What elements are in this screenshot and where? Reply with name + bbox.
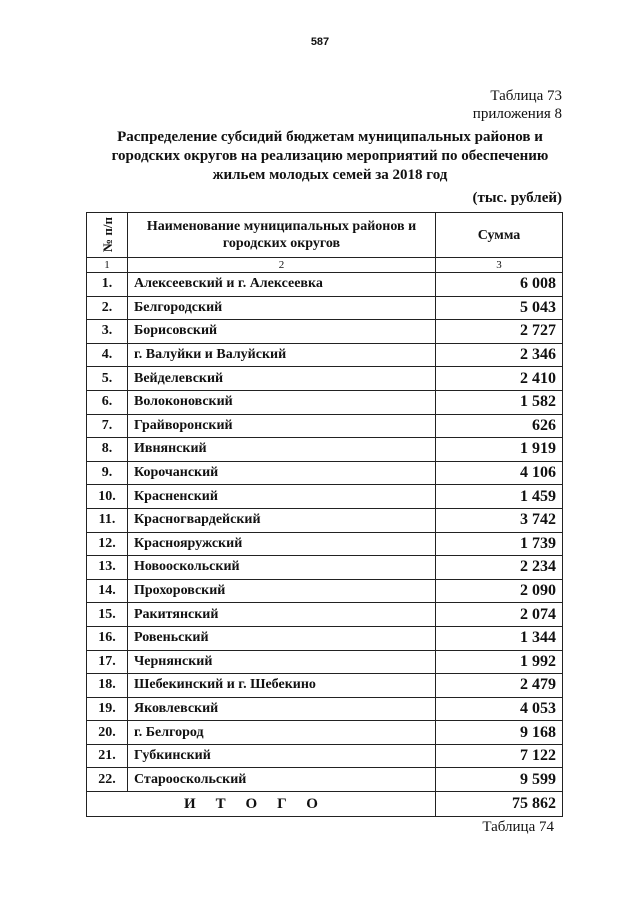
- table-row: [87, 697, 563, 721]
- table-row: [87, 296, 563, 320]
- row-name: Красногвардейский: [128, 508, 436, 532]
- row-num: 4.: [87, 343, 128, 367]
- row-name: Яковлевский: [128, 697, 436, 721]
- row-num: 22.: [87, 768, 128, 792]
- table-row: [87, 768, 563, 792]
- row-sum: 1 992: [436, 650, 563, 674]
- table-row: [87, 508, 563, 532]
- table-row: [87, 674, 563, 698]
- row-sum: 4 053: [436, 697, 563, 721]
- row-num: 16.: [87, 626, 128, 650]
- row-num: 2.: [87, 296, 128, 320]
- row-name: Красненский: [128, 485, 436, 509]
- table-row: [87, 721, 563, 745]
- row-sum: 1 582: [436, 390, 563, 414]
- header-num: № п/п: [87, 213, 128, 258]
- header-sum: Сумма: [436, 213, 563, 258]
- row-sum: 2 479: [436, 674, 563, 698]
- subsidy-table: [86, 212, 563, 817]
- page-number: 587: [310, 36, 330, 48]
- header-name: Наименование муниципальных районов и городских округов: [128, 213, 436, 258]
- table-row: [87, 320, 563, 344]
- row-name: Краснояружский: [128, 532, 436, 556]
- table-row: [87, 556, 563, 580]
- row-sum: 9 599: [436, 768, 563, 792]
- total-sum: 75 862: [436, 792, 563, 817]
- row-num: 14.: [87, 579, 128, 603]
- row-sum: 2 727: [436, 320, 563, 344]
- row-num: 9.: [87, 461, 128, 485]
- row-name: Белгородский: [128, 296, 436, 320]
- row-num: 7.: [87, 414, 128, 438]
- row-sum: 626: [436, 414, 563, 438]
- table-header-row: [87, 213, 563, 258]
- row-name: Волоконовский: [128, 390, 436, 414]
- table-row: [87, 532, 563, 556]
- row-num: 19.: [87, 697, 128, 721]
- table-row: [87, 650, 563, 674]
- row-num: 13.: [87, 556, 128, 580]
- row-num: 1.: [87, 273, 128, 297]
- row-sum: 1 459: [436, 485, 563, 509]
- units-label: (тыс. рублей): [472, 190, 562, 206]
- table-row: [87, 273, 563, 297]
- row-name: Ивнянский: [128, 438, 436, 462]
- column-number: 3: [436, 258, 563, 273]
- row-sum: 9 168: [436, 721, 563, 745]
- row-num: 17.: [87, 650, 128, 674]
- row-sum: 2 090: [436, 579, 563, 603]
- table-row: [87, 485, 563, 509]
- column-number: 2: [128, 258, 436, 273]
- row-name: Корочанский: [128, 461, 436, 485]
- row-name: Губкинский: [128, 744, 436, 768]
- row-num: 8.: [87, 438, 128, 462]
- table-row: [87, 603, 563, 627]
- total-label: ИТОГО: [87, 792, 436, 817]
- row-num: 21.: [87, 744, 128, 768]
- total-row: [87, 792, 563, 817]
- row-sum: 1 919: [436, 438, 563, 462]
- row-name: г. Белгород: [128, 721, 436, 745]
- row-sum: 1 344: [436, 626, 563, 650]
- row-name: Чернянский: [128, 650, 436, 674]
- row-sum: 5 043: [436, 296, 563, 320]
- table-row: [87, 744, 563, 768]
- row-sum: 2 346: [436, 343, 563, 367]
- row-name: г. Валуйки и Валуйский: [128, 343, 436, 367]
- row-name: Борисовский: [128, 320, 436, 344]
- row-sum: 1 739: [436, 532, 563, 556]
- table-row: [87, 626, 563, 650]
- table-row: [87, 461, 563, 485]
- row-name: Прохоровский: [128, 579, 436, 603]
- row-sum: 3 742: [436, 508, 563, 532]
- row-num: 10.: [87, 485, 128, 509]
- row-name: Шебекинский и г. Шебекино: [128, 674, 436, 698]
- row-sum: 4 106: [436, 461, 563, 485]
- row-name: Алексеевский и г. Алексеевка: [128, 273, 436, 297]
- row-num: 18.: [87, 674, 128, 698]
- column-number-row: [87, 258, 563, 273]
- row-sum: 7 122: [436, 744, 563, 768]
- row-sum: 2 074: [436, 603, 563, 627]
- row-num: 20.: [87, 721, 128, 745]
- row-name: Новооскольский: [128, 556, 436, 580]
- appendix-label: приложения 8: [472, 106, 562, 122]
- row-num: 6.: [87, 390, 128, 414]
- row-sum: 2 234: [436, 556, 563, 580]
- row-sum: 6 008: [436, 273, 563, 297]
- row-name: Ракитянский: [128, 603, 436, 627]
- table-row: [87, 390, 563, 414]
- column-number: 1: [87, 258, 128, 273]
- document-title: Распределение субсидий бюджетам муниципальных районов и городских округов на реализацию мероприятий по обеспечению жильем молодых семей за 2018 год: [111, 129, 549, 183]
- row-name: Ровеньский: [128, 626, 436, 650]
- row-num: 12.: [87, 532, 128, 556]
- row-name: Вейделевский: [128, 367, 436, 391]
- row-name: Грайворонский: [128, 414, 436, 438]
- row-num: 5.: [87, 367, 128, 391]
- row-num: 15.: [87, 603, 128, 627]
- table-label: Таблица 73: [490, 88, 562, 104]
- row-sum: 2 410: [436, 367, 563, 391]
- table-row: [87, 438, 563, 462]
- row-num: 11.: [87, 508, 128, 532]
- table-row: [87, 343, 563, 367]
- table-row: [87, 367, 563, 391]
- table-row: [87, 579, 563, 603]
- row-num: 3.: [87, 320, 128, 344]
- table-row: [87, 414, 563, 438]
- next-table-label: Таблица 74: [482, 819, 554, 835]
- row-name: Старооскольский: [128, 768, 436, 792]
